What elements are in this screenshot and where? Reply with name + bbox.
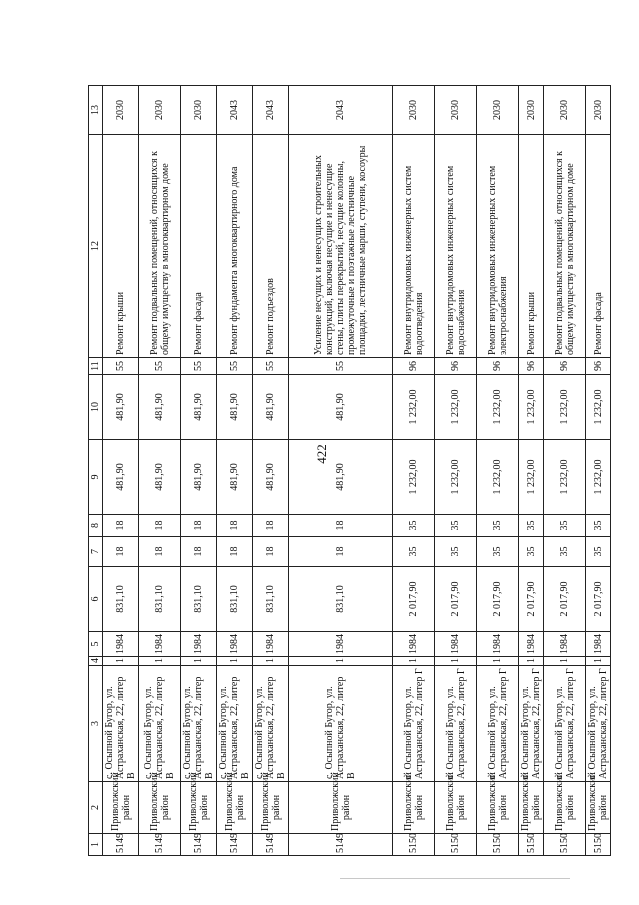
cell-id: 5149 [139,834,181,856]
cell-n8: 18 [181,515,217,537]
cell-n8: 35 [586,515,611,537]
cell-address: с. Осыпной Бугор, ул. Астраханская, 22, литер В [289,666,393,782]
cell-work-type: Ремонт внутридомовых инженерных систем электроснабжения [477,135,519,358]
cell-year: 1984 [253,632,289,657]
cell-district: Приволжский район [586,782,611,834]
cell-n8: 18 [253,515,289,537]
cell-address: с. Осыпной Бугор, ул. Астраханская, 22, литер Г [586,666,611,782]
cell-n4: 1 [544,657,586,666]
cell-area: 831,10 [139,567,181,632]
table-row [519,86,544,856]
cell-area10: 481,90 [181,375,217,440]
cell-district: Приволжский район [217,782,253,834]
cell-n4: 1 [289,657,393,666]
cell-n7: 35 [544,537,586,567]
cell-plan-year: 2043 [217,86,253,135]
cell-work-type: Ремонт крыши [519,135,544,358]
cell-work-type: Ремонт крыши [103,135,139,358]
cell-year: 1984 [289,632,393,657]
cell-area9: 481,90 [253,440,289,515]
cell-n11: 96 [393,358,435,375]
cell-plan-year: 2030 [519,86,544,135]
cell-area: 2 017,90 [544,567,586,632]
cell-area: 831,10 [289,567,393,632]
cell-n4: 1 [435,657,477,666]
column-number-7: 7 [89,537,103,567]
cell-area9: 1 232,00 [519,440,544,515]
cell-id: 5150 [519,834,544,856]
cell-id: 5150 [477,834,519,856]
cell-n4: 1 [253,657,289,666]
cell-plan-year: 2030 [139,86,181,135]
cell-area9: 1 232,00 [435,440,477,515]
column-number-4: 4 [89,657,103,666]
cell-plan-year: 2030 [435,86,477,135]
cell-id: 5149 [289,834,393,856]
cell-area: 2 017,90 [435,567,477,632]
cell-id: 5150 [544,834,586,856]
column-number-9: 9 [89,440,103,515]
column-number-3: 3 [89,666,103,782]
table-row [217,86,253,856]
cell-area10: 1 232,00 [519,375,544,440]
rotated-table-container [88,86,618,856]
cell-n11: 96 [544,358,586,375]
cell-district: Приволжский район [477,782,519,834]
table-row [477,86,519,856]
cell-n8: 35 [435,515,477,537]
cell-n8: 18 [217,515,253,537]
cell-n11: 55 [103,358,139,375]
cell-address: с. Осыпной Бугор, ул. Астраханская, 22, литер Г [393,666,435,782]
cell-n8: 18 [103,515,139,537]
cell-n7: 18 [139,537,181,567]
table-row [435,86,477,856]
table-row [586,86,611,856]
cell-n7: 18 [253,537,289,567]
cell-work-type: Ремонт подвальных помещений, относящихся к общему имуществу в многоквартирном доме [139,135,181,358]
cell-n4: 1 [139,657,181,666]
cell-district: Приволжский район [139,782,181,834]
cell-year: 1984 [435,632,477,657]
cell-year: 1984 [544,632,586,657]
cell-n11: 55 [289,358,393,375]
repair-schedule-table [88,85,611,856]
cell-id: 5150 [393,834,435,856]
cell-work-type: Ремонт подъездов [253,135,289,358]
cell-n7: 18 [181,537,217,567]
cell-n7: 18 [217,537,253,567]
cell-n4: 1 [586,657,611,666]
column-number-10: 10 [89,375,103,440]
cell-work-type: Ремонт фасада [586,135,611,358]
cell-n4: 1 [181,657,217,666]
cell-n4: 1 [519,657,544,666]
cell-id: 5149 [253,834,289,856]
cell-year: 1984 [139,632,181,657]
column-number-2: 2 [89,782,103,834]
cell-n8: 35 [544,515,586,537]
page-number: 422 [313,444,329,464]
table-row [289,86,393,856]
cell-work-type: Ремонт внутридомовых инженерных систем водоотведения [393,135,435,358]
cell-plan-year: 2030 [586,86,611,135]
cell-n11: 55 [139,358,181,375]
cell-n11: 96 [586,358,611,375]
cell-year: 1984 [103,632,139,657]
table-row [103,86,139,856]
cell-n11: 55 [181,358,217,375]
table-row [544,86,586,856]
cell-district: Приволжский район [181,782,217,834]
column-number-row [89,86,103,856]
cell-address: с. Осыпной Бугор, ул. Астраханская, 22, литер В [139,666,181,782]
table-row [393,86,435,856]
cell-address: с. Осыпной Бугор, ул. Астраханская, 22, литер В [181,666,217,782]
cell-n7: 35 [393,537,435,567]
cell-plan-year: 2030 [544,86,586,135]
cell-year: 1984 [217,632,253,657]
cell-n4: 1 [217,657,253,666]
cell-work-type: Ремонт фасада [181,135,217,358]
cell-n8: 35 [393,515,435,537]
cell-n7: 35 [435,537,477,567]
cell-work-type: Усиление несущих и ненесущих строительных конструкций, включая несущие и ненесущие стены, плиты перекрытий, несущие колонны, промежуточные и поэтажные лестничные площадки, лестничные марши, ступени, косоуры [289,135,393,358]
cell-area10: 481,90 [103,375,139,440]
cell-n4: 1 [393,657,435,666]
cell-plan-year: 2030 [181,86,217,135]
cell-area: 831,10 [217,567,253,632]
column-number-13: 13 [89,86,103,135]
cell-area9: 481,90 [289,440,393,515]
cell-n11: 96 [435,358,477,375]
cell-plan-year: 2043 [289,86,393,135]
cell-area9: 481,90 [217,440,253,515]
cell-n11: 55 [253,358,289,375]
cell-n8: 18 [289,515,393,537]
cell-work-type: Ремонт фундамента многоквартирного дома [217,135,253,358]
cell-area10: 1 232,00 [544,375,586,440]
cell-district: Приволжский район [393,782,435,834]
column-number-5: 5 [89,632,103,657]
cell-n11: 96 [519,358,544,375]
scan-artifact-line [340,878,570,879]
cell-address: с. Осыпной Бугор, ул. Астраханская, 22, литер В [253,666,289,782]
cell-address: с. Осыпной Бугор, ул. Астраханская, 22, литер Г [544,666,586,782]
column-number-8: 8 [89,515,103,537]
cell-n7: 35 [477,537,519,567]
table-row [253,86,289,856]
cell-id: 5149 [103,834,139,856]
cell-id: 5150 [435,834,477,856]
cell-n8: 18 [139,515,181,537]
cell-area9: 1 232,00 [477,440,519,515]
cell-area: 831,10 [103,567,139,632]
cell-n8: 35 [519,515,544,537]
cell-address: с. Осыпной Бугор, ул. Астраханская, 22, литер В [103,666,139,782]
cell-plan-year: 2030 [103,86,139,135]
cell-area10: 1 232,00 [586,375,611,440]
cell-address: с. Осыпной Бугор, ул. Астраханская, 22, литер Г [519,666,544,782]
column-number-6: 6 [89,567,103,632]
cell-district: Приволжский район [289,782,393,834]
cell-district: Приволжский район [435,782,477,834]
cell-id: 5149 [181,834,217,856]
cell-district: Приволжский район [103,782,139,834]
cell-n11: 96 [477,358,519,375]
cell-year: 1984 [586,632,611,657]
cell-area9: 481,90 [103,440,139,515]
cell-n7: 18 [103,537,139,567]
cell-n7: 35 [586,537,611,567]
cell-year: 1984 [393,632,435,657]
cell-year: 1984 [519,632,544,657]
column-number-1: 1 [89,834,103,856]
cell-area: 2 017,90 [477,567,519,632]
cell-district: Приволжский район [253,782,289,834]
cell-work-type: Ремонт подвальных помещений, относящихся к общему имуществу в многоквартирном доме [544,135,586,358]
cell-address: с. Осыпной Бугор, ул. Астраханская, 22, литер Г [435,666,477,782]
table-row [181,86,217,856]
cell-district: Приволжский район [519,782,544,834]
cell-area10: 1 232,00 [435,375,477,440]
cell-work-type: Ремонт внутридомовых инженерных систем водоснабжения [435,135,477,358]
cell-id: 5149 [217,834,253,856]
cell-area10: 481,90 [217,375,253,440]
cell-n7: 18 [289,537,393,567]
cell-area10: 481,90 [289,375,393,440]
cell-district: Приволжский район [544,782,586,834]
cell-area: 2 017,90 [586,567,611,632]
cell-n8: 35 [477,515,519,537]
table-body [103,86,611,856]
cell-year: 1984 [477,632,519,657]
cell-plan-year: 2030 [393,86,435,135]
cell-address: с. Осыпной Бугор, ул. Астраханская, 22, литер Г [477,666,519,782]
cell-area: 831,10 [181,567,217,632]
cell-area9: 1 232,00 [544,440,586,515]
column-number-11: 11 [89,358,103,375]
cell-n7: 35 [519,537,544,567]
cell-area10: 1 232,00 [477,375,519,440]
column-number-12: 12 [89,135,103,358]
cell-area9: 481,90 [139,440,181,515]
cell-n11: 55 [217,358,253,375]
table-row [139,86,181,856]
cell-area: 2 017,90 [393,567,435,632]
cell-n4: 1 [477,657,519,666]
cell-area: 2 017,90 [519,567,544,632]
cell-plan-year: 2043 [253,86,289,135]
cell-area10: 481,90 [253,375,289,440]
cell-area9: 1 232,00 [393,440,435,515]
cell-area9: 1 232,00 [586,440,611,515]
cell-plan-year: 2030 [477,86,519,135]
cell-area10: 481,90 [139,375,181,440]
cell-id: 5150 [586,834,611,856]
cell-area10: 1 232,00 [393,375,435,440]
cell-area: 831,10 [253,567,289,632]
cell-address: с. Осыпной Бугор, ул. Астраханская, 22, литер В [217,666,253,782]
cell-area9: 481,90 [181,440,217,515]
cell-n4: 1 [103,657,139,666]
cell-year: 1984 [181,632,217,657]
